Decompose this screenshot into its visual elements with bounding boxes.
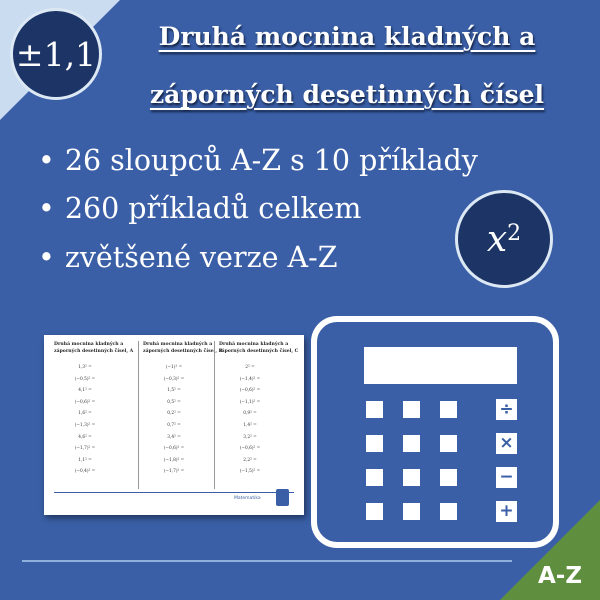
exercise: (−0,3)² =: [163, 376, 185, 382]
divide-key-icon: ÷: [496, 399, 517, 420]
calculator-key: [440, 435, 457, 452]
exercise: (−1,1)² =: [239, 399, 261, 405]
worksheet-column-heading: záporných desetinných čísel, B: [143, 349, 223, 354]
exercise: (−0,6)² =: [163, 446, 185, 452]
worksheet-footer-rule: [54, 492, 294, 493]
bullet-text: 26 sloupců A-Z s 10 příklady: [64, 144, 478, 177]
worksheet-column-heading: Druhá mocnina kladných a: [143, 342, 213, 347]
exercise: (−1,7)² =: [74, 446, 96, 452]
worksheet-column-c: [214, 341, 301, 489]
exercise: 1,3² =: [78, 365, 92, 370]
bullet-dot: •: [38, 241, 55, 274]
calculator-screen: [364, 347, 517, 384]
x-squared-badge: [455, 190, 553, 288]
calculator-key: [403, 435, 420, 452]
calculator-key: [403, 469, 420, 486]
exercise: (−0,6)² =: [239, 446, 261, 452]
exercise: 0,2² =: [167, 411, 181, 417]
exercise: (−1,3)² =: [74, 422, 96, 428]
worksheet-column-heading: záporných desetinných čísel, A: [54, 349, 134, 354]
exercise: 0,9² =: [243, 411, 257, 417]
exercise: (−1,7)² =: [163, 469, 185, 475]
exercise-list: [143, 362, 225, 478]
badge-exponent: 2: [507, 220, 522, 246]
exercise: 2² =: [245, 365, 255, 370]
exercise: 2,2² =: [243, 457, 257, 463]
exercise: (−0,6)² =: [239, 388, 261, 394]
plus-key-icon: +: [496, 501, 517, 522]
title-line-2: záporných desetinných čísel: [149, 80, 545, 109]
exercise: (−0,6)² =: [74, 399, 96, 405]
calculator-key: [440, 469, 457, 486]
bottom-divider: [22, 560, 512, 562]
exercise: (−1,8)² =: [163, 457, 185, 463]
calculator-key: [366, 469, 383, 486]
bullet-dot: •: [38, 192, 55, 225]
exercise: 1,6² =: [78, 411, 92, 417]
exercise: (−1,4)² =: [239, 376, 261, 382]
bullet-item: [38, 192, 361, 225]
exercise: 4,6² =: [78, 434, 92, 440]
multiply-key-icon: ×: [496, 433, 517, 454]
exercise: 1,1² =: [78, 457, 92, 463]
worksheet-column-a: [54, 341, 136, 489]
exercise: (−1,5)² =: [239, 469, 261, 475]
exercise: 4,1² =: [78, 388, 92, 394]
calculator-key: [403, 503, 420, 520]
calculator-key: [366, 503, 383, 520]
exercise: (−1)² =: [165, 365, 183, 370]
worksheet-column-heading: Druhá mocnina kladných a: [54, 342, 124, 347]
worksheet-column-b: [138, 341, 225, 489]
exercise: 0,5² =: [167, 399, 181, 405]
exercise: 3,4² =: [167, 434, 181, 440]
bullet-item: [38, 144, 478, 177]
calculator-key: [440, 503, 457, 520]
title-line-1: Druhá mocnina kladných a: [158, 22, 536, 51]
calculator-key: [440, 401, 457, 418]
worksheet-footer-text: Matematika: [234, 496, 261, 501]
worksheet-column-heading: záporných desetinných čísel, C: [219, 349, 299, 354]
minus-key-icon: −: [496, 467, 517, 488]
worksheet-preview: [44, 335, 304, 515]
exercise: (−0,5)² =: [74, 376, 96, 382]
bullet-text: zvětšené verze A-Z: [64, 241, 338, 274]
exercise: 3,2² =: [243, 434, 257, 440]
mini-calculator-icon: [276, 489, 289, 506]
calculator-key: [403, 401, 420, 418]
exercise-list: [219, 362, 301, 478]
calculator-key: [366, 435, 383, 452]
bullet-dot: •: [38, 144, 55, 177]
corner-label: A-Z: [537, 563, 582, 589]
badge-base: x: [486, 218, 508, 260]
worksheet-column-heading: Druhá mocnina kladných a: [219, 342, 289, 347]
bullet-text: 260 příkladů celkem: [64, 192, 362, 225]
exercise: 1,5² =: [167, 388, 181, 394]
exercise: 1,4² =: [243, 422, 257, 428]
calculator-key: [366, 401, 383, 418]
plus-minus-badge: ±1,1: [10, 8, 102, 100]
exercise-list: [54, 362, 136, 478]
exercise: (−0,4)² =: [74, 469, 96, 475]
exercise: 0,7² =: [167, 422, 181, 428]
bullet-item: [38, 241, 338, 274]
